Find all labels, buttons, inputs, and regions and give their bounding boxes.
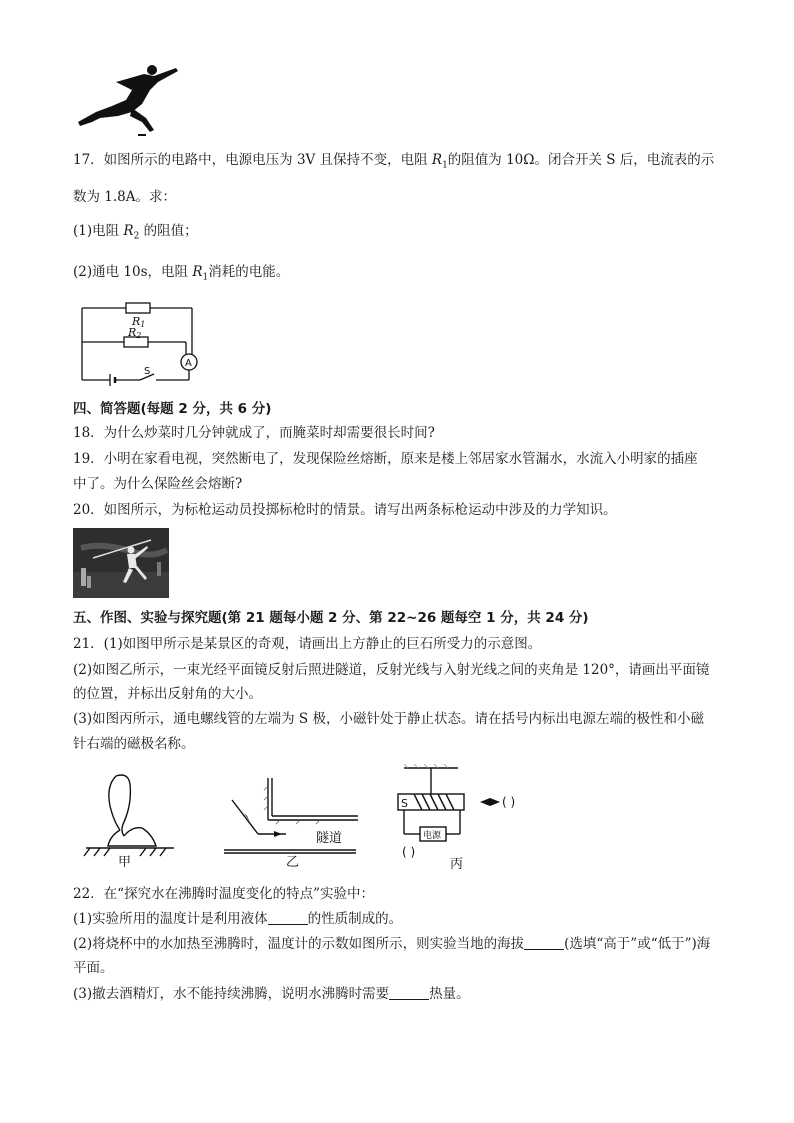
q17-part2 — [73, 262, 289, 288]
q22-part3-post: 热量。 — [429, 986, 470, 1002]
circuit-r2-label: R — [128, 326, 137, 339]
needle-bracket: ( ) — [502, 795, 516, 809]
q22-part1 — [73, 909, 402, 929]
q22-part1-post: 的性质制成的。 — [307, 911, 403, 927]
r1-symbol-2: R — [192, 264, 203, 280]
q22-part3-pre: (3)撤去酒精灯，水不能持续沸腾，说明水沸腾时需要 — [73, 986, 390, 1002]
q17-part1-pre: (1)电阻 — [73, 223, 124, 239]
fig-bing-label: 丙 — [450, 857, 464, 870]
r1-subscript: 1 — [442, 160, 448, 171]
switch-label: S — [144, 366, 151, 377]
circuit-diagram — [74, 298, 208, 386]
figure-yi-tunnel — [220, 772, 360, 868]
figure-jia-rock — [80, 770, 180, 868]
q22-part2-pre: (2)将烧杯中的水加热至沸腾时，温度计的示数如图所示，则实验当地的海拔 — [73, 936, 525, 952]
javelin-photo — [73, 528, 169, 598]
q21-part2-line1: (2)如图乙所示，一束光经平面镜反射后照进隧道，反射光线与入射光线之间的夹角是 120°，请画出平面镜 — [73, 662, 710, 678]
q17-part1-post: 的阻值； — [139, 223, 198, 239]
q17-part2-post: 消耗的电能。 — [208, 264, 290, 280]
q22-part2-post: (选填“高于”或“低于”)海 — [564, 936, 711, 952]
answer-blank-3[interactable] — [389, 985, 429, 1000]
svg-text:R2 — [127, 326, 141, 340]
q18: 18．为什么炒菜时几分钟就成了，而腌菜时却需要很长时间? — [73, 425, 435, 441]
ammeter-label: A — [185, 358, 192, 369]
power-bracket: ( ) — [402, 845, 416, 859]
q22-part1-pre: (1)实验所用的温度计是利用液体 — [73, 911, 268, 927]
q22-part2-line2: 平面。 — [73, 960, 114, 976]
answer-blank-2[interactable] — [524, 935, 564, 950]
answer-blank-1[interactable] — [268, 910, 308, 925]
circuit-r1-label: R — [132, 315, 141, 328]
figure-bing-solenoid — [388, 764, 538, 870]
section4-title: 四、简答题(每题 2 分，共 6 分) — [73, 401, 272, 417]
r2-subscript: 2 — [133, 231, 140, 242]
q21-part3-line2: 针右端的磁极名称。 — [73, 736, 195, 752]
q17-text-b: 的阻值为 10Ω。闭合开关 S 后，电流表的示 — [447, 152, 715, 168]
r1-symbol: R — [431, 152, 443, 168]
skater-figure — [72, 60, 184, 140]
r1-subscript-2: 1 — [202, 272, 209, 283]
q17-part2-pre: (2)通电 10s，电阻 — [73, 264, 193, 280]
q17-stem-line2: 数为 1.8A。求： — [73, 189, 177, 205]
q19-line1: 19．小明在家看电视，突然断电了，发现保险丝熔断，原来是楼上邻居家水管漏水，水流入小明家的插座 — [73, 451, 698, 467]
circuit-r2-sub: 2 — [136, 331, 142, 340]
q21-part3-line1: (3)如图丙所示，通电螺线管的左端为 S 极，小磁针处于静止状态。请在括号内标出电源左端的极性和小磁 — [73, 711, 704, 727]
q22-intro: 22．在“探究水在沸腾时温度变化的特点”实验中： — [73, 886, 374, 902]
circuit-r1-sub: 1 — [140, 320, 146, 329]
q22-part3 — [73, 984, 470, 1004]
power-source-label: 电源 — [423, 831, 442, 841]
q19-line2: 中了。为什么保险丝会熔断? — [73, 476, 243, 492]
q17-part1 — [73, 221, 198, 247]
fig-tunnel-label: 隧道 — [316, 831, 343, 846]
section5-title: 五、作图、实验与探究题(第 21 题每小题 2 分、第 22~26 题每空 1 分，共 24 分) — [73, 610, 589, 626]
fig-jia-label: 甲 — [118, 855, 132, 868]
q21-part2-line2: 的位置，并标出反射角的大小。 — [73, 686, 262, 702]
q22-part2 — [73, 934, 710, 954]
q20: 20．如图所示，为标枪运动员投掷标枪时的情景。请写出两条标枪运动中涉及的力学知识。 — [73, 502, 617, 518]
s-pole-label: S — [401, 797, 408, 810]
q17-text-a: 17．如图所示的电路中，电源电压为 3V 且保持不变，电阻 — [73, 152, 432, 168]
r2-symbol: R — [123, 223, 134, 239]
fig-yi-label: 乙 — [286, 855, 300, 868]
q21-part1: 21．(1)如图甲所示是某景区的奇观，请画出上方静止的巨石所受力的示意图。 — [73, 636, 542, 652]
q17-stem-line1 — [73, 150, 714, 176]
